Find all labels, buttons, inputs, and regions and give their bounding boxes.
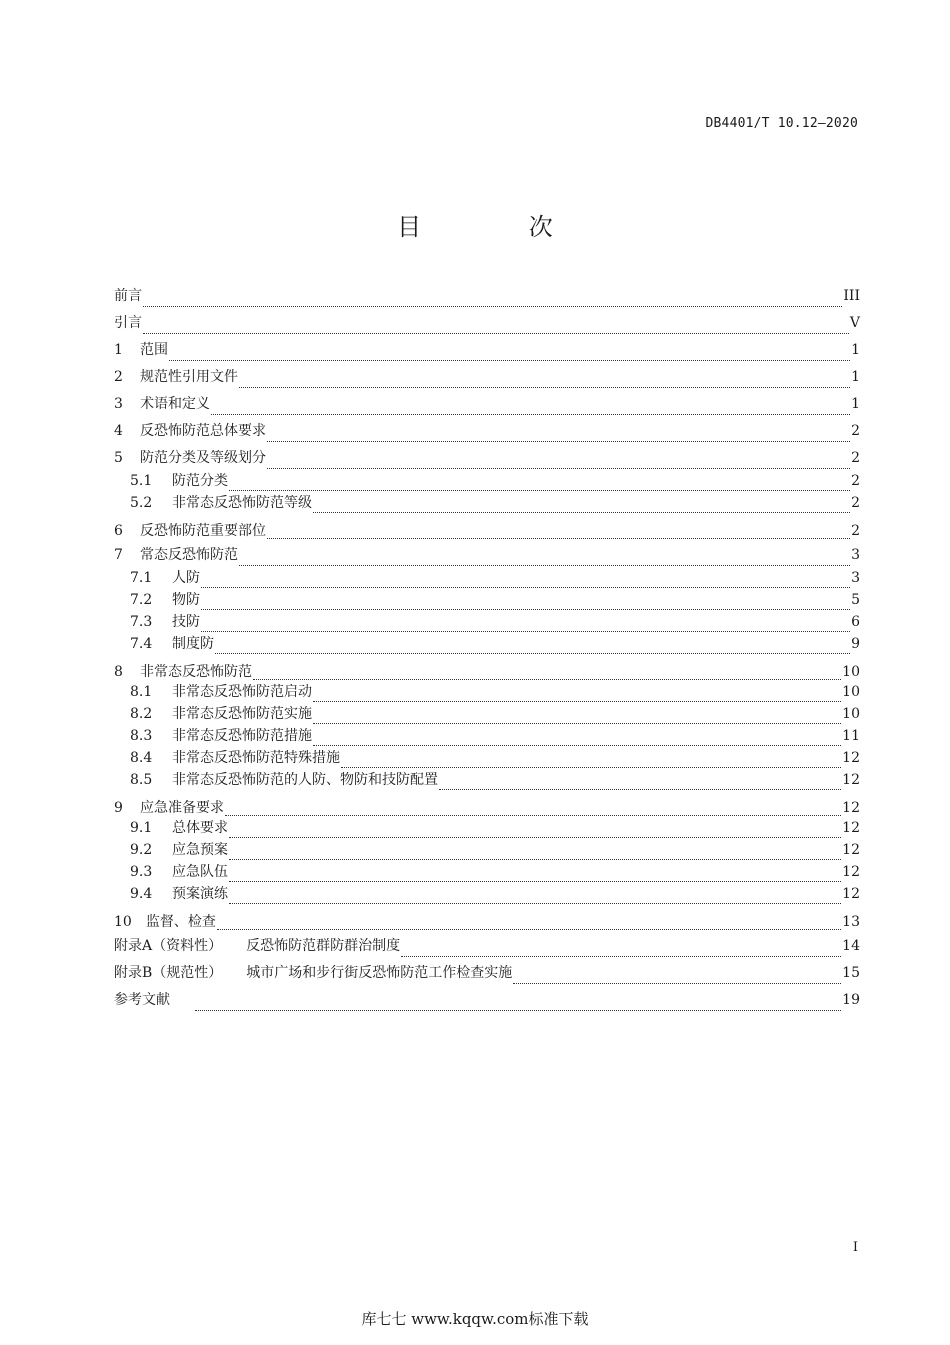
- toc-entry-page: 1: [851, 342, 860, 358]
- toc-entry-label: 前言: [114, 288, 142, 304]
- toc-entry-number: 5.2: [130, 495, 153, 511]
- toc-leader-dots: [313, 700, 841, 702]
- toc-leader-dots: [267, 440, 850, 442]
- toc-entry-label: 非常态反恐怖防范特殊措施: [172, 750, 340, 766]
- toc-leader-dots: [239, 386, 850, 388]
- toc-leader-dots: [229, 836, 841, 838]
- toc-entry[interactable]: [114, 934, 860, 961]
- toc-entry-number: 9.4: [130, 886, 153, 902]
- toc-entry-number: 8.4: [130, 750, 153, 766]
- toc-entry[interactable]: [114, 592, 860, 614]
- toc-leader-dots: [229, 858, 841, 860]
- toc-entry-label: 非常态反恐怖防范启动: [172, 684, 312, 700]
- toc-entry[interactable]: [114, 419, 860, 446]
- toc-entry-page: III: [843, 288, 860, 304]
- toc-entry-label: 技防: [172, 614, 200, 630]
- toc-entry[interactable]: [114, 473, 860, 495]
- toc-entry-number: 1: [114, 342, 123, 358]
- toc-entry-label: 应急准备要求: [140, 800, 224, 816]
- toc-entry-label: 范围: [140, 342, 168, 358]
- toc-entry-number: 7.3: [130, 614, 153, 630]
- toc-entry-label: 常态反恐怖防范: [140, 547, 238, 563]
- document-code: DB4401/T 10.12—2020: [705, 116, 858, 131]
- toc-entry-page: 3: [851, 547, 860, 563]
- toc-leader-dots: [215, 652, 850, 654]
- toc-entry-page: 12: [842, 772, 860, 788]
- toc-entry-label: 预案演练: [172, 886, 228, 902]
- toc-entry-number: 5: [114, 450, 123, 466]
- toc-entry[interactable]: [114, 543, 860, 570]
- toc-entry[interactable]: [114, 284, 860, 311]
- toc-entry-number: 3: [114, 396, 123, 412]
- toc-entry-number: 9.1: [130, 820, 153, 836]
- footer-watermark-text: 库七七 www.kqqw.com标准下载: [361, 1310, 589, 1328]
- toc-entry-number: 7: [114, 547, 123, 563]
- toc-leader-dots: [169, 359, 850, 361]
- toc-entry-page: 1: [851, 396, 860, 412]
- toc-entry-label: 非常态反恐怖防范等级: [172, 495, 312, 511]
- toc-entry[interactable]: [114, 772, 860, 794]
- toc-entry-label: 非常态反恐怖防范实施: [172, 706, 312, 722]
- toc-entry-label: 防范分类及等级划分: [140, 450, 266, 466]
- toc-leader-dots: [439, 788, 841, 790]
- toc-entry-number: 9.3: [130, 864, 153, 880]
- toc-entry-page: 10: [842, 664, 860, 680]
- toc-entry-label: 术语和定义: [140, 396, 210, 412]
- toc-entry-page: 9: [851, 636, 860, 652]
- toc-entry[interactable]: [114, 636, 860, 658]
- toc-leader-dots: [195, 1009, 841, 1011]
- toc-leader-dots: [229, 902, 841, 904]
- toc-leader-dots: [143, 305, 842, 307]
- toc-leader-dots: [239, 564, 850, 566]
- toc-entry-label: 反恐怖防范重要部位: [140, 523, 266, 539]
- toc-entry[interactable]: [114, 908, 860, 934]
- toc-leader-dots: [201, 630, 850, 632]
- toc-entry-label: 物防: [172, 592, 200, 608]
- toc-entry-number: 2: [114, 369, 123, 385]
- toc-leader-dots: [217, 928, 841, 930]
- toc-entry-number: 8.5: [130, 772, 153, 788]
- toc-leader-dots: [229, 880, 841, 882]
- toc-leader-dots: [313, 744, 841, 746]
- toc-entry[interactable]: [114, 988, 860, 1015]
- toc-entry-page: 12: [842, 750, 860, 766]
- page-number: I: [852, 1240, 858, 1255]
- toc-entry-page: 12: [842, 864, 860, 880]
- toc-entry-number: 参考文献: [114, 992, 170, 1008]
- toc-entry-label: 反恐怖防范群防群治制度: [246, 938, 401, 954]
- toc-entry-page: 19: [842, 992, 860, 1008]
- toc-entry[interactable]: [114, 365, 860, 392]
- toc-entry[interactable]: [114, 311, 860, 338]
- toc-entry-number: 7.2: [130, 592, 153, 608]
- toc-entry-number: 附录A（资料性）: [114, 938, 223, 954]
- toc-entry[interactable]: [114, 842, 860, 864]
- toc-entry-number: 7.1: [130, 570, 153, 586]
- toc-entry-number: 7.4: [130, 636, 153, 652]
- toc-entry[interactable]: [114, 392, 860, 419]
- toc-entry-page: 2: [851, 495, 860, 511]
- toc-entry-label: 非常态反恐怖防范: [140, 664, 252, 680]
- toc-leader-dots: [267, 537, 850, 539]
- toc-entry-label: 规范性引用文件: [140, 369, 238, 385]
- toc-entry[interactable]: [114, 794, 860, 820]
- toc-entry-page: 2: [851, 423, 860, 439]
- toc-entry-label: 引言: [114, 315, 142, 331]
- toc-entry-label: 应急预案: [172, 842, 228, 858]
- toc-leader-dots: [229, 489, 850, 491]
- toc-entry[interactable]: [114, 750, 860, 772]
- toc-entry-page: 1: [851, 369, 860, 385]
- toc-entry-page: 5: [851, 592, 860, 608]
- toc-leader-dots: [201, 608, 850, 610]
- toc-entry-page: V: [849, 315, 860, 331]
- toc-entry-label: 制度防: [172, 636, 214, 652]
- toc-entry-page: 12: [842, 886, 860, 902]
- toc-entry-number: 8.3: [130, 728, 153, 744]
- toc-entry-label: 非常态反恐怖防范的人防、物防和技防配置: [172, 772, 438, 788]
- table-of-contents: [114, 284, 860, 1015]
- toc-entry-label: 城市广场和步行街反恐怖防范工作检查实施: [246, 965, 513, 981]
- toc-entry[interactable]: [114, 338, 860, 365]
- toc-entry-number: 5.1: [130, 473, 153, 489]
- toc-leader-dots: [201, 586, 850, 588]
- toc-entry[interactable]: [114, 446, 860, 473]
- toc-entry-number: 8.1: [130, 684, 153, 700]
- toc-entry[interactable]: [114, 495, 860, 517]
- toc-entry-page: 12: [842, 820, 860, 836]
- toc-entry-page: 12: [842, 842, 860, 858]
- toc-leader-dots: [267, 467, 850, 469]
- toc-entry-label: 防范分类: [172, 473, 228, 489]
- toc-entry-page: 14: [842, 938, 860, 954]
- toc-entry-page: 10: [842, 706, 860, 722]
- toc-entry-number: 8.2: [130, 706, 153, 722]
- toc-entry-label: 人防: [172, 570, 200, 586]
- toc-entry-page: 15: [842, 965, 860, 981]
- toc-entry[interactable]: [114, 517, 860, 543]
- toc-entry-number: 9: [114, 800, 123, 816]
- toc-entry-label: 监督、检查: [145, 914, 216, 930]
- toc-leader-dots: [341, 766, 841, 768]
- toc-leader-dots: [225, 814, 841, 816]
- toc-entry-number: 9.2: [130, 842, 153, 858]
- toc-entry[interactable]: [114, 864, 860, 886]
- toc-entry[interactable]: [114, 728, 860, 750]
- toc-entry-page: 2: [851, 450, 860, 466]
- toc-entry-page: 13: [842, 914, 860, 930]
- toc-entry[interactable]: [114, 961, 860, 988]
- toc-entry[interactable]: [114, 570, 860, 592]
- toc-leader-dots: [143, 332, 849, 334]
- toc-entry-label: 反恐怖防范总体要求: [140, 423, 266, 439]
- toc-entry-page: 3: [851, 570, 860, 586]
- toc-entry-label: 应急队伍: [172, 864, 228, 880]
- toc-leader-dots: [313, 722, 841, 724]
- toc-leader-dots: [253, 678, 841, 680]
- toc-entry-number: 6: [114, 523, 123, 539]
- toc-entry[interactable]: [114, 684, 860, 706]
- toc-entry-page: 11: [842, 728, 860, 744]
- toc-entry-label: 非常态反恐怖防范措施: [172, 728, 312, 744]
- toc-entry[interactable]: [114, 614, 860, 636]
- toc-entry[interactable]: [114, 886, 860, 908]
- toc-title: 目 次: [397, 213, 603, 241]
- toc-entry-label: 总体要求: [172, 820, 228, 836]
- toc-entry-page: 6: [851, 614, 860, 630]
- toc-entry-number: 4: [114, 423, 123, 439]
- toc-leader-dots: [313, 511, 850, 513]
- toc-leader-dots: [211, 413, 850, 415]
- toc-entry-number: 附录B（规范性）: [114, 965, 223, 981]
- toc-entry-number: 10: [114, 914, 132, 930]
- toc-entry-page: 2: [851, 473, 860, 489]
- toc-entry-page: 2: [851, 523, 860, 539]
- toc-entry[interactable]: [114, 658, 860, 684]
- toc-entry-page: 10: [842, 684, 860, 700]
- toc-entry-number: 8: [114, 664, 123, 680]
- toc-leader-dots: [401, 955, 841, 957]
- toc-entry[interactable]: [114, 706, 860, 728]
- toc-entry[interactable]: [114, 820, 860, 842]
- toc-entry-page: 12: [842, 800, 860, 816]
- toc-leader-dots: [513, 982, 841, 984]
